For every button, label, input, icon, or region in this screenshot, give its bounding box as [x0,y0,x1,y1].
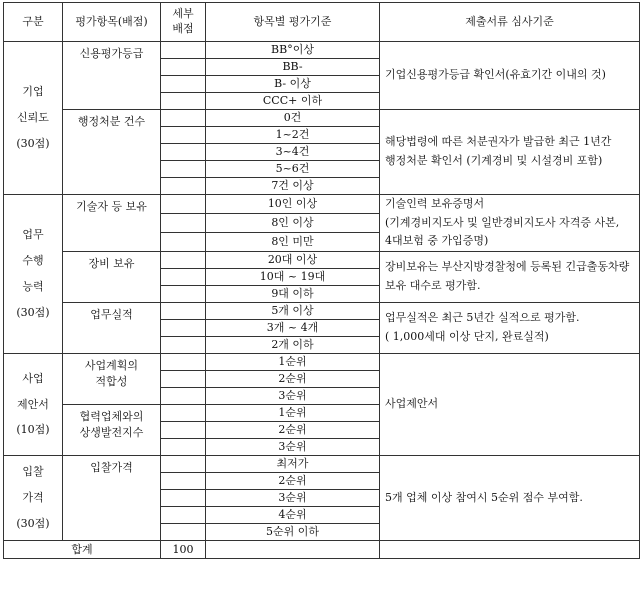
detail-points-cell [161,524,206,541]
criteria-cell: 2순위 [206,422,380,439]
criteria-cell: 4순위 [206,507,380,524]
detail-points-cell [161,110,206,127]
evaluation-item-text: 기술자 등 보유 [76,200,147,213]
criteria-cell: BB°이상 [206,42,380,59]
table-row [4,42,640,59]
detail-points-cell [161,161,206,178]
detail-points-cell [161,93,206,110]
total-label-cell: 합계 [4,541,161,559]
submission-docs-cell [380,110,640,195]
detail-points-cell [161,195,206,214]
detail-points-cell [161,214,206,233]
submission-docs-cell [380,303,640,354]
detail-points-cell [161,252,206,269]
detail-points-cell [161,473,206,490]
table-row [4,354,640,371]
evaluation-criteria-table [3,2,640,559]
criteria-cell: 2순위 [206,473,380,490]
detail-points-cell [161,337,206,354]
category-text: (30점) [16,516,50,530]
submission-docs-text: 장비보유는 부산지방경찰청에 등록된 긴급출동차량 [385,260,630,274]
criteria-cell: CCC+ 이하 [206,93,380,110]
detail-points-cell [161,76,206,93]
evaluation-item-cell [63,405,161,456]
header-submission-docs: 제출서류 심사기준 [380,3,640,42]
category-text: (30점) [16,305,50,319]
submission-docs-cell [380,456,640,541]
category-text: 신뢰도 [17,111,49,125]
criteria-cell: 10인 이상 [206,195,380,214]
submission-docs-text: 업무실적은 최근 5년간 실적으로 평가함. [385,311,580,325]
evaluation-item-cell [63,354,161,405]
criteria-cell: 3순위 [206,388,380,405]
detail-points-cell [161,269,206,286]
submission-docs-text: 행정처분 확인서 (기계경비 및 시설경비 포함) [385,154,603,167]
submission-docs-text: ( 1,000세대 이상 단지, 완료실적) [385,330,549,344]
detail-points-cell [161,42,206,59]
evaluation-item-text: 적합성 [95,375,128,388]
evaluation-item-text: 상생발전지수 [79,426,144,439]
category-text: 능력 [22,280,44,294]
criteria-cell: 2개 이하 [206,337,380,354]
submission-docs-text: 보유 대수로 평가함. [385,279,481,293]
evaluation-item-cell [63,42,161,110]
category-text: (10점) [16,423,50,437]
criteria-cell: 1순위 [206,405,380,422]
evaluation-item-text: 사업계획의 [84,359,139,373]
table-row [4,303,640,320]
detail-points-cell [161,354,206,371]
criteria-cell: 20대 이상 [206,252,380,269]
header-category: 구분 [4,3,63,42]
table-row [4,252,640,269]
criteria-cell: 최저가 [206,456,380,473]
total-empty-cell [380,541,640,559]
category-text: 사업 [22,371,44,385]
detail-points-cell [161,456,206,473]
detail-points-cell [161,144,206,161]
evaluation-item-cell [63,303,161,354]
category-text: 수행 [22,254,44,268]
total-empty-cell [206,541,380,559]
criteria-cell: 10대 ~ 19대 [206,269,380,286]
evaluation-item-text: 협력업체와의 [79,410,144,424]
submission-docs-cell [380,252,640,303]
criteria-cell: 3개 ~ 4개 [206,320,380,337]
detail-points-cell [161,178,206,195]
detail-points-cell [161,127,206,144]
detail-points-cell [161,507,206,524]
submission-docs-cell [380,195,640,252]
evaluation-item-text: 장비 보유 [88,257,135,271]
category-text: (30점) [16,136,50,150]
criteria-cell: 3~4건 [206,144,380,161]
detail-points-cell [161,422,206,439]
criteria-cell: 1순위 [206,354,380,371]
detail-points-cell [161,371,206,388]
category-cell [4,354,63,456]
submission-docs-text: 사업제안서 [385,397,439,411]
submission-docs-cell [380,354,640,456]
submission-docs-text: 해당법령에 따른 처분권자가 발급한 최근 1년간 [385,135,612,149]
category-text: 업무 [22,228,44,242]
detail-points-cell [161,59,206,76]
criteria-cell: 0건 [206,110,380,127]
criteria-cell: 5순위 이하 [206,524,380,541]
table-row [4,456,640,473]
evaluation-item-text: 업무실적 [90,308,133,322]
category-cell [4,195,63,354]
category-cell [4,456,63,541]
criteria-cell: 5~6건 [206,161,380,178]
criteria-cell: 1~2건 [206,127,380,144]
submission-docs-text: 기술인력 보유증명서 [385,197,485,210]
category-text: 제안서 [17,397,49,411]
detail-points-cell [161,490,206,507]
evaluation-item-cell [63,110,161,195]
header-evaluation-item: 평가항목(배점) [63,3,161,42]
evaluation-item-text: 행정처분 건수 [77,115,146,128]
submission-docs-text: 4대보험 중 가입증명) [385,234,489,248]
criteria-cell: 3순위 [206,439,380,456]
evaluation-item-cell [63,195,161,252]
submission-docs-text: 기업신용평가등급 확인서(유효기간 이내의 것) [385,68,606,82]
evaluation-item-cell [63,252,161,303]
submission-docs-cell [380,42,640,110]
category-cell [4,42,63,195]
category-text: 기업 [22,85,44,99]
criteria-cell: B- 이상 [206,76,380,93]
criteria-cell: BB- [206,59,380,76]
evaluation-item-text: 신용평가등급 [79,47,144,60]
detail-points-cell [161,233,206,252]
evaluation-table-container [3,2,639,602]
table-body [4,42,640,559]
submission-docs-text: 5개 업체 이상 참여시 5순위 점수 부여함. [385,490,583,504]
detail-points-cell [161,320,206,337]
evaluation-item-text: 입찰가격 [90,461,133,475]
header-detail-points [161,3,206,42]
header-detail-points-text: 세부 배점 [172,7,194,35]
criteria-cell: 9대 이하 [206,286,380,303]
table-row [4,195,640,214]
detail-points-cell [161,303,206,320]
evaluation-item-cell [63,456,161,541]
category-text: 입찰 [22,465,44,479]
criteria-cell: 2순위 [206,371,380,388]
detail-points-cell [161,286,206,303]
criteria-cell: 8인 미만 [206,233,380,252]
detail-points-cell [161,405,206,422]
total-row [4,541,640,559]
criteria-cell: 5개 이상 [206,303,380,320]
criteria-cell: 8인 이상 [206,214,380,233]
total-points-cell: 100 [161,541,206,559]
submission-docs-text: (기계경비지도사 및 일반경비지도사 자격증 사본, [385,215,620,229]
criteria-cell: 7건 이상 [206,178,380,195]
header-criteria: 항목별 평가기준 [206,3,380,42]
detail-points-cell [161,388,206,405]
category-text: 가격 [22,491,44,505]
criteria-cell: 3순위 [206,490,380,507]
detail-points-cell [161,439,206,456]
table-row [4,110,640,127]
